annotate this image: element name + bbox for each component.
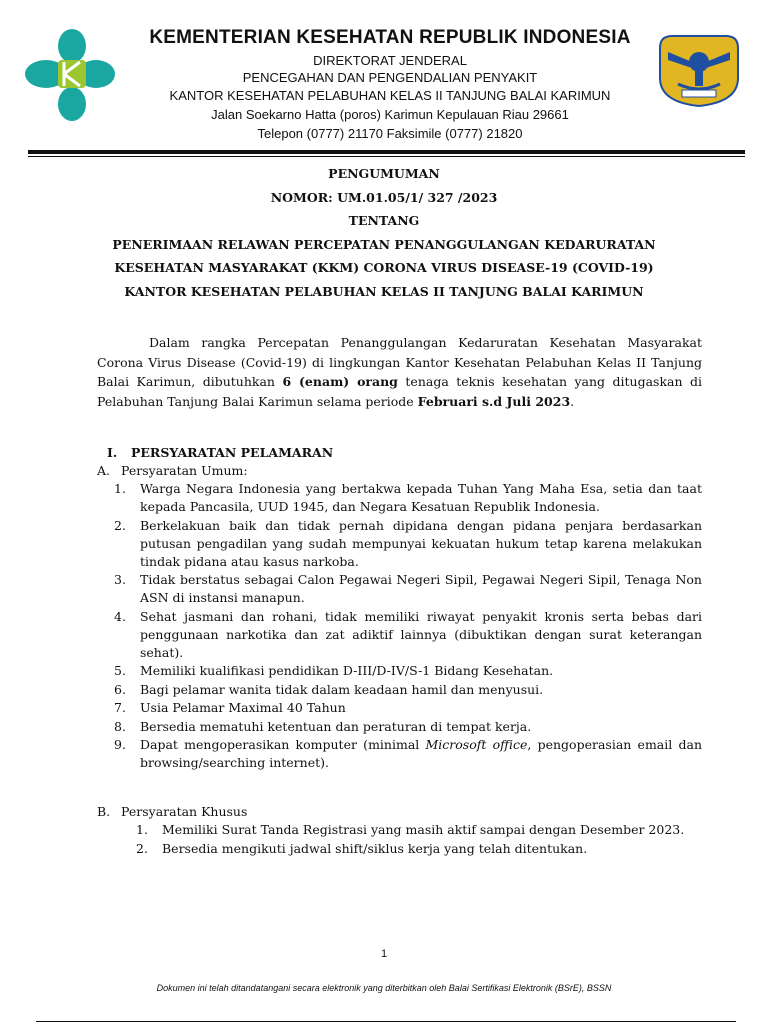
list-item-number: 7. xyxy=(114,700,126,715)
directorate-division: PENCEGAHAN DAN PENGENDALIAN PENYAKIT xyxy=(242,70,538,85)
announcement-title: PENGUMUMAN xyxy=(328,166,440,181)
list-item-number: 8. xyxy=(114,718,126,734)
letterhead xyxy=(120,26,660,143)
intro-text-1: Dalam rangka Percepatan Penanggulangan Kedaruratan Kesehatan Masyarakat Corona Virus Disease (Covid-19) di lingkungan Kantor Kesehatan Pelabuhan Kelas II Tanjung Balai Karimun, dibutuhkan xyxy=(97,335,702,389)
list-item-text: Bagi pelamar wanita tidak dalam keadaan hamil dan menyusui. xyxy=(140,681,544,697)
list-item-number: 6. xyxy=(114,681,126,697)
list-item xyxy=(114,480,702,516)
list-item-text: Bersedia mematuhi ketentuan dan peraturan di tempat kerja. xyxy=(140,718,532,734)
list-item-number: 2. xyxy=(136,840,148,856)
e-signature-footer: Dokumen ini telah ditandatangani secara elektronik yang diterbitkan oleh Balai Sertifikasi Elektronik (BSrE), BSSN xyxy=(156,983,612,993)
subsection-title: Persyaratan Umum: xyxy=(121,463,248,478)
list-item-text: Tidak berstatus sebagai Calon Pegawai Negeri Sipil, Pegawai Negeri Sipil, Tenaga Non ASN di instansi manapun. xyxy=(140,572,702,605)
kemkes-logo-icon xyxy=(24,28,116,124)
footer-divider xyxy=(36,1021,736,1022)
intro-text-3: . xyxy=(570,393,575,409)
intro-count: 6 (enam) orang xyxy=(282,374,398,389)
list-item-text: , pengoperasian email dan browsing/searching internet). xyxy=(140,737,702,770)
announcement-about: TENTANG xyxy=(348,213,420,228)
office-address: Jalan Soekarno Hatta (poros) Karimun Kepulauan Riau 29661 xyxy=(211,107,569,122)
announcement-subject-line-2: KESEHATAN MASYARAKAT (KKM) CORONA VIRUS DISEASE-19 (COVID-19) xyxy=(114,260,654,275)
list-item-text: Memiliki Surat Tanda Registrasi yang masih aktif sampai dengan Desember 2023. xyxy=(162,822,685,837)
list-item-number: 1. xyxy=(114,481,126,496)
list-item xyxy=(114,736,702,772)
list-item-text: Dapat mengoperasikan komputer (minimal xyxy=(140,737,426,752)
letterhead-divider-thin xyxy=(28,156,745,157)
list-item xyxy=(136,840,702,858)
letterhead-divider-thick xyxy=(28,150,745,154)
list-item xyxy=(114,608,702,662)
specific-requirements-list xyxy=(136,821,702,858)
subsection-label: B. xyxy=(97,804,111,819)
list-item xyxy=(136,821,702,839)
section-label: I. xyxy=(107,445,118,460)
subsection-general xyxy=(97,461,248,480)
list-item-number: 5. xyxy=(114,663,126,678)
list-item-text: Berkelakuan baik dan tidak pernah dipidana dengan pidana penjara berdasarkan putusan pengadilan yang sudah mempunyai kekuatan hukum tetap karena melakukan tindak pidana atau kasus narkoba. xyxy=(140,517,702,569)
subsection-label: A. xyxy=(97,463,111,478)
list-item-text: Warga Negara Indonesia yang bertakwa kepada Tuhan Yang Maha Esa, setia dan taat kepada Pancasila, UUD 1945, dan Negara Kesatuan Republik Indonesia. xyxy=(140,481,702,514)
list-item xyxy=(114,699,702,717)
office-name: KANTOR KESEHATAN PELABUHAN KELAS II TANJUNG BALAI KARIMUN xyxy=(169,88,611,103)
directorate-general: DIREKTORAT JENDERAL xyxy=(313,53,467,68)
list-item xyxy=(114,718,702,736)
office-phone: Telepon (0777) 21170 Faksimile (0777) 21820 xyxy=(257,126,523,141)
announcement-subject-line-1: PENERIMAAN RELAWAN PERCEPATAN PENANGGULANGAN KEDARURATAN xyxy=(112,236,656,252)
list-item xyxy=(114,681,702,699)
subsection-specific xyxy=(97,802,247,821)
intro-text-2: tenaga teknis kesehatan yang ditugaskan di Pelabuhan Tanjung Balai Karimun selama periode xyxy=(97,374,703,409)
list-item-text: Sehat jasmani dan rohani, tidak memiliki riwayat penyakit kronis serta bebas dari penggunaan narkotika dan zat adiktif lainnya (dibuktikan dengan surat keterangan sehat). xyxy=(140,608,702,660)
list-item-text: Usia Pelamar Maximal 40 Tahun xyxy=(140,700,346,715)
page-number: 1 xyxy=(380,948,388,960)
announcement-subject-line-3: KANTOR KESEHATAN PELABUHAN KELAS II TANJUNG BALAI KARIMUN xyxy=(124,283,644,299)
list-item xyxy=(114,517,702,571)
list-item-number: 3. xyxy=(114,572,126,587)
general-requirements-list xyxy=(114,480,702,773)
list-item xyxy=(114,662,702,680)
list-item-software: Microsoft office xyxy=(425,737,528,752)
intro-period: Februari s.d Juli 2023 xyxy=(417,393,571,409)
ministry-name: KEMENTERIAN KESEHATAN REPUBLIK INDONESIA xyxy=(149,27,631,48)
list-item-text: Memiliki kualifikasi pendidikan D-III/D-IV/S-1 Bidang Kesehatan. xyxy=(140,663,554,678)
announcement-title-block xyxy=(40,162,728,303)
list-item-text: Bersedia mengikuti jadwal shift/siklus kerja yang telah ditentukan. xyxy=(162,840,588,856)
section-heading xyxy=(107,443,333,462)
list-item-number: 2. xyxy=(114,517,126,533)
kkp-emblem-icon xyxy=(656,32,742,108)
list-item-number: 4. xyxy=(114,608,126,624)
announcement-number: NOMOR: UM.01.05/1/ 327 /2023 xyxy=(270,189,498,205)
list-item-number: 1. xyxy=(136,822,148,837)
section-title: PERSYARATAN PELAMARAN xyxy=(131,445,334,460)
list-item xyxy=(114,571,702,607)
subsection-title: Persyaratan Khusus xyxy=(121,804,248,819)
list-item-number: 9. xyxy=(114,737,126,752)
intro-paragraph xyxy=(97,333,702,411)
